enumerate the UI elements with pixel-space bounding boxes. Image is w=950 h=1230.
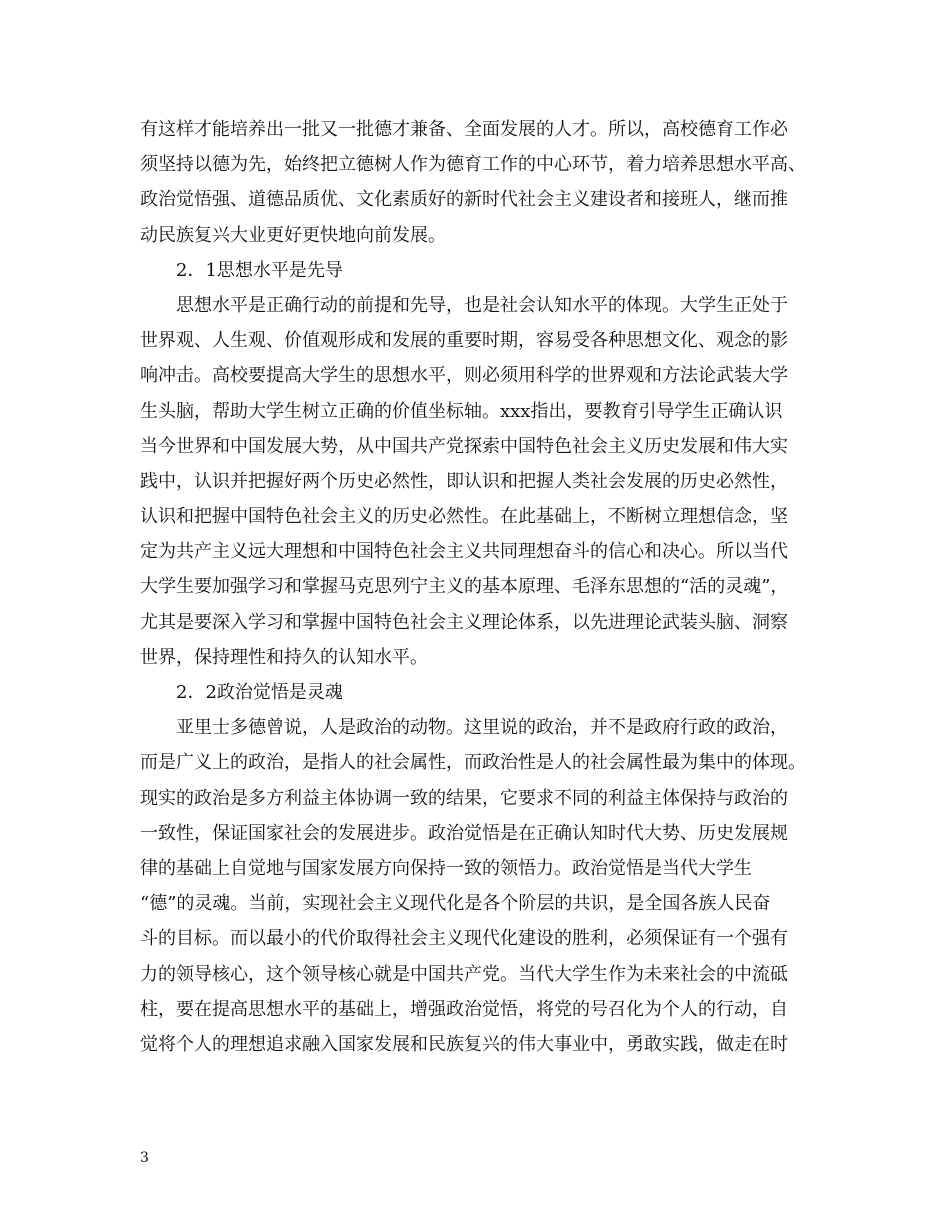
section-heading: 2．2政治觉悟是灵魂 (176, 682, 343, 703)
body-text (140, 112, 820, 1062)
paragraph-line: 践中，认识并把握好两个历史必然性，即认识和把握人类社会发展的历史必然性， (140, 470, 788, 492)
paragraph-line: 大学生要加强学习和掌握马克思列宁主义的基本原理、毛泽东思想的“活的灵魂”， (140, 576, 789, 598)
paragraph-line: 一致性，保证国家社会的发展进步。政治觉悟是在正确认知时代大势、历史发展规 (140, 822, 788, 844)
paragraph-line: 力的领导核心，这个领导核心就是中国共产党。当代大学生作为未来社会的中流砥 (140, 963, 788, 985)
paragraph-line: 定为共产主义远大理想和中国特色社会主义共同理想奋斗的信心和决心。所以当代 (140, 541, 788, 563)
paragraph-line: 生头脑，帮助大学生树立正确的价值坐标轴。xxx指出，要教育引导学生正确认识 (140, 400, 783, 422)
paragraph-line: 斗的目标。而以最小的代价取得社会主义现代化建设的胜利，必须保证有一个强有 (140, 928, 788, 950)
paragraph-line: 响冲击。高校要提高大学生的思想水平，则必须用科学的世界观和方法论武装大学 (140, 365, 788, 387)
paragraph-line: 觉将个人的理想追求融入国家发展和民族复兴的伟大事业中，勇敢实践，做走在时 (140, 1033, 788, 1055)
paragraph-line: 世界观、人生观、价值观形成和发展的重要时期，容易受各种思想文化、观念的影 (140, 330, 788, 352)
paragraph-line: 当今世界和中国发展大势，从中国共产党探索中国特色社会主义历史发展和伟大实 (140, 435, 788, 457)
paragraph-line: 现实的政治是多方利益主体协调一致的结果，它要求不同的利益主体保持与政治的 (140, 787, 788, 809)
paragraph-line: 认识和把握中国特色社会主义的历史必然性。在此基础上，不断树立理想信念，坚 (140, 506, 788, 528)
paragraph-line: 政治觉悟强、道德品质优、文化素质好的新时代社会主义建设者和接班人，继而推 (140, 189, 788, 211)
paragraph-line: 亚里士多德曾说，人是政治的动物。这里说的政治，并不是政府行政的政治， (176, 717, 788, 739)
paragraph-line: 世界，保持理性和持久的认知水平。 (140, 646, 428, 668)
paragraph-line: 思想水平是正确行动的前提和先导，也是社会认知水平的体现。大学生正处于 (176, 294, 788, 316)
paragraph-line: 而是广义上的政治，是指人的社会属性，而政治性是人的社会属性最为集中的体现。 (140, 752, 806, 774)
paragraph-line: 有这样才能培养出一批又一批德才兼备、全面发展的人才。所以，高校德育工作必 (140, 119, 788, 140)
paragraph-line: 律的基础上自觉地与国家发展方向保持一致的领悟力。政治觉悟是当代大学生 (140, 857, 752, 879)
paragraph-line: 柱，要在提高思想水平的基础上，增强政治觉悟，将党的号召化为个人的行动，自 (140, 998, 788, 1020)
paragraph-line: 须坚持以德为先，始终把立德树人作为德育工作的中心环节，着力培养思想水平高、 (140, 154, 806, 176)
page-number: 3 (140, 1150, 149, 1166)
paragraph-line: 尤其是要深入学习和掌握中国特色社会主义理论体系，以先进理论武装头脑、洞察 (140, 611, 788, 633)
paragraph-line: “德”的灵魂。当前，实现社会主义现代化是各个阶层的共识，是全国各族人民奋 (140, 893, 771, 915)
paragraph-line: 动民族复兴大业更好更快地向前发展。 (140, 224, 446, 246)
section-heading: 2．1思想水平是先导 (176, 259, 343, 281)
